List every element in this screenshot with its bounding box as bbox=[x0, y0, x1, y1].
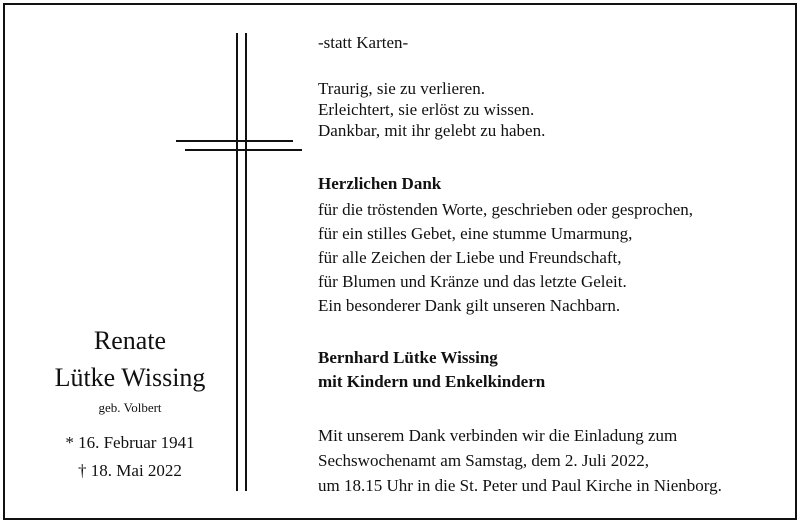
maiden-name: geb. Volbert bbox=[98, 400, 162, 415]
thanks-line: für alle Zeichen der Liebe und Freundschaft, bbox=[318, 248, 622, 267]
birth-date: * 16. Februar 1941 bbox=[65, 433, 195, 452]
family-name: Bernhard Lütke Wissing bbox=[318, 348, 498, 367]
invitation-line: um 18.15 Uhr in die St. Peter und Paul Kirche in Nienborg. bbox=[318, 476, 722, 495]
thanks-line: für ein stilles Gebet, eine stumme Umarmung, bbox=[318, 224, 633, 243]
thanks-heading: Herzlichen Dank bbox=[318, 174, 442, 193]
invitation-line: Mit unserem Dank verbinden wir die Einladung zum bbox=[318, 426, 678, 445]
deceased-first-name: Renate bbox=[93, 326, 167, 355]
verse-line: Erleichtert, sie erlöst zu wissen. bbox=[318, 100, 535, 119]
deceased-last-name: Lütke Wissing bbox=[54, 363, 206, 392]
verse-line: Traurig, sie zu verlieren. bbox=[318, 79, 485, 98]
thanks-line: für die tröstenden Worte, geschrieben oder gesprochen, bbox=[318, 200, 694, 219]
invitation-line: Sechswochenamt am Samstag, dem 2. Juli 2022, bbox=[318, 451, 649, 470]
thanks-line: Ein besonderer Dank gilt unseren Nachbarn. bbox=[318, 296, 621, 315]
family-members: mit Kindern und Enkelkindern bbox=[318, 372, 546, 391]
death-date: † 18. Mai 2022 bbox=[78, 461, 182, 480]
verse-line: Dankbar, mit ihr gelebt zu haben. bbox=[318, 121, 546, 140]
statt-karten-note: -statt Karten- bbox=[318, 33, 409, 52]
thanks-line: für Blumen und Kränze und das letzte Geleit. bbox=[318, 272, 627, 291]
